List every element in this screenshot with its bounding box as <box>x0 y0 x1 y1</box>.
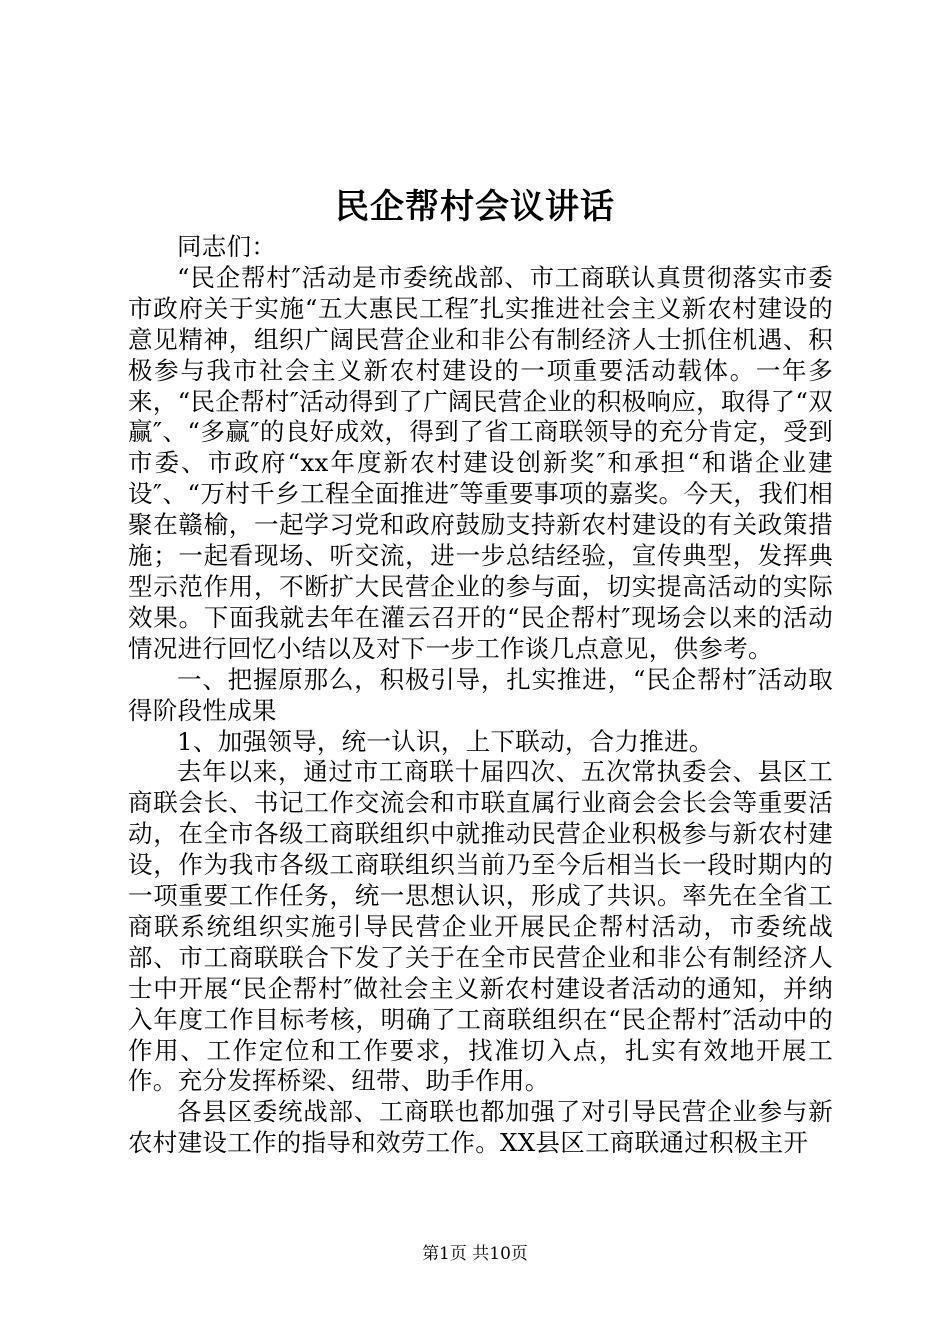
page-number-footer: 第1页 共10页 <box>422 1244 528 1264</box>
subsection-heading: 1、加强领导，统一认识，上下联动，合力推进。 <box>177 726 714 756</box>
document-body <box>128 232 833 1159</box>
document-title: 民企帮村会议讲话 <box>335 187 615 227</box>
section-heading: 一、把握原那么，积极引导，扎实推进，“民企帮村″活动取得阶段性成果 <box>128 664 833 725</box>
salutation-paragraph: 同志们： <box>177 232 277 261</box>
body-paragraph: 去年以来，通过市工商联十届四次、五次常执委会、县区工商联会长、书记工作交流会和市联直属行业商会会长会等重要活动，在全市各级工商联组织中就推动民营企业积极参与新农村建设，作为我市各级工商联组织当前乃至今后相当长一段时期内的一项重要工作任务，统一思想认识，形成了共识。率先在全省工商联系统组织实施引导民营企业开展民企帮村活动，市委统战部、市工商联联合下发了关于在全市民营企业和非公有制经济人士中开展“民企帮村″做社会主义新农村建设者活动的通知，并纳入年度工作目标考核，明确了工商联组织在“民企帮村″活动中的作用、工作定位和工作要求，找准切入点，扎实有效地开展工作。充分发挥桥梁、纽带、助手作用。 <box>128 757 833 1096</box>
intro-paragraph: “民企帮村″活动是市委统战部、市工商联认真贯彻落实市委市政府关于实施“五大惠民工程″扎实推进社会主义新农村建设的意见精神，组织广阔民营企业和非公有制经济人士抓住机遇、积极参与我市社会主义新农村建设的一项重要活动载体。一年多来，“民企帮村″活动得到了广阔民营企业的积极响应，取得了“双赢″、“多赢″的良好成效，得到了省工商联领导的充分肯定，受到市委、市政府“xx年度新农村建设创新奖″和承担“和谐企业建设″、“万村千乡工程全面推进″等重要事项的嘉奖。今天，我们相聚在赣榆，一起学习党和政府鼓励支持新农村建设的有关政策措施；一起看现场、听交流，进一步总结经验，宣传典型，发挥典型示范作用，不断扩大民营企业的参与面，切实提高活动的实际效果。下面我就去年在灌云召开的“民企帮村″现场会以来的活动情况进行回忆小结以及对下一步工作谈几点意见，供参考。 <box>128 262 833 663</box>
body-paragraph: 各县区委统战部、工商联也都加强了对引导民营企业参与新农村建设工作的指导和效劳工作。XX县区工商联通过积极主开 <box>128 1097 833 1158</box>
